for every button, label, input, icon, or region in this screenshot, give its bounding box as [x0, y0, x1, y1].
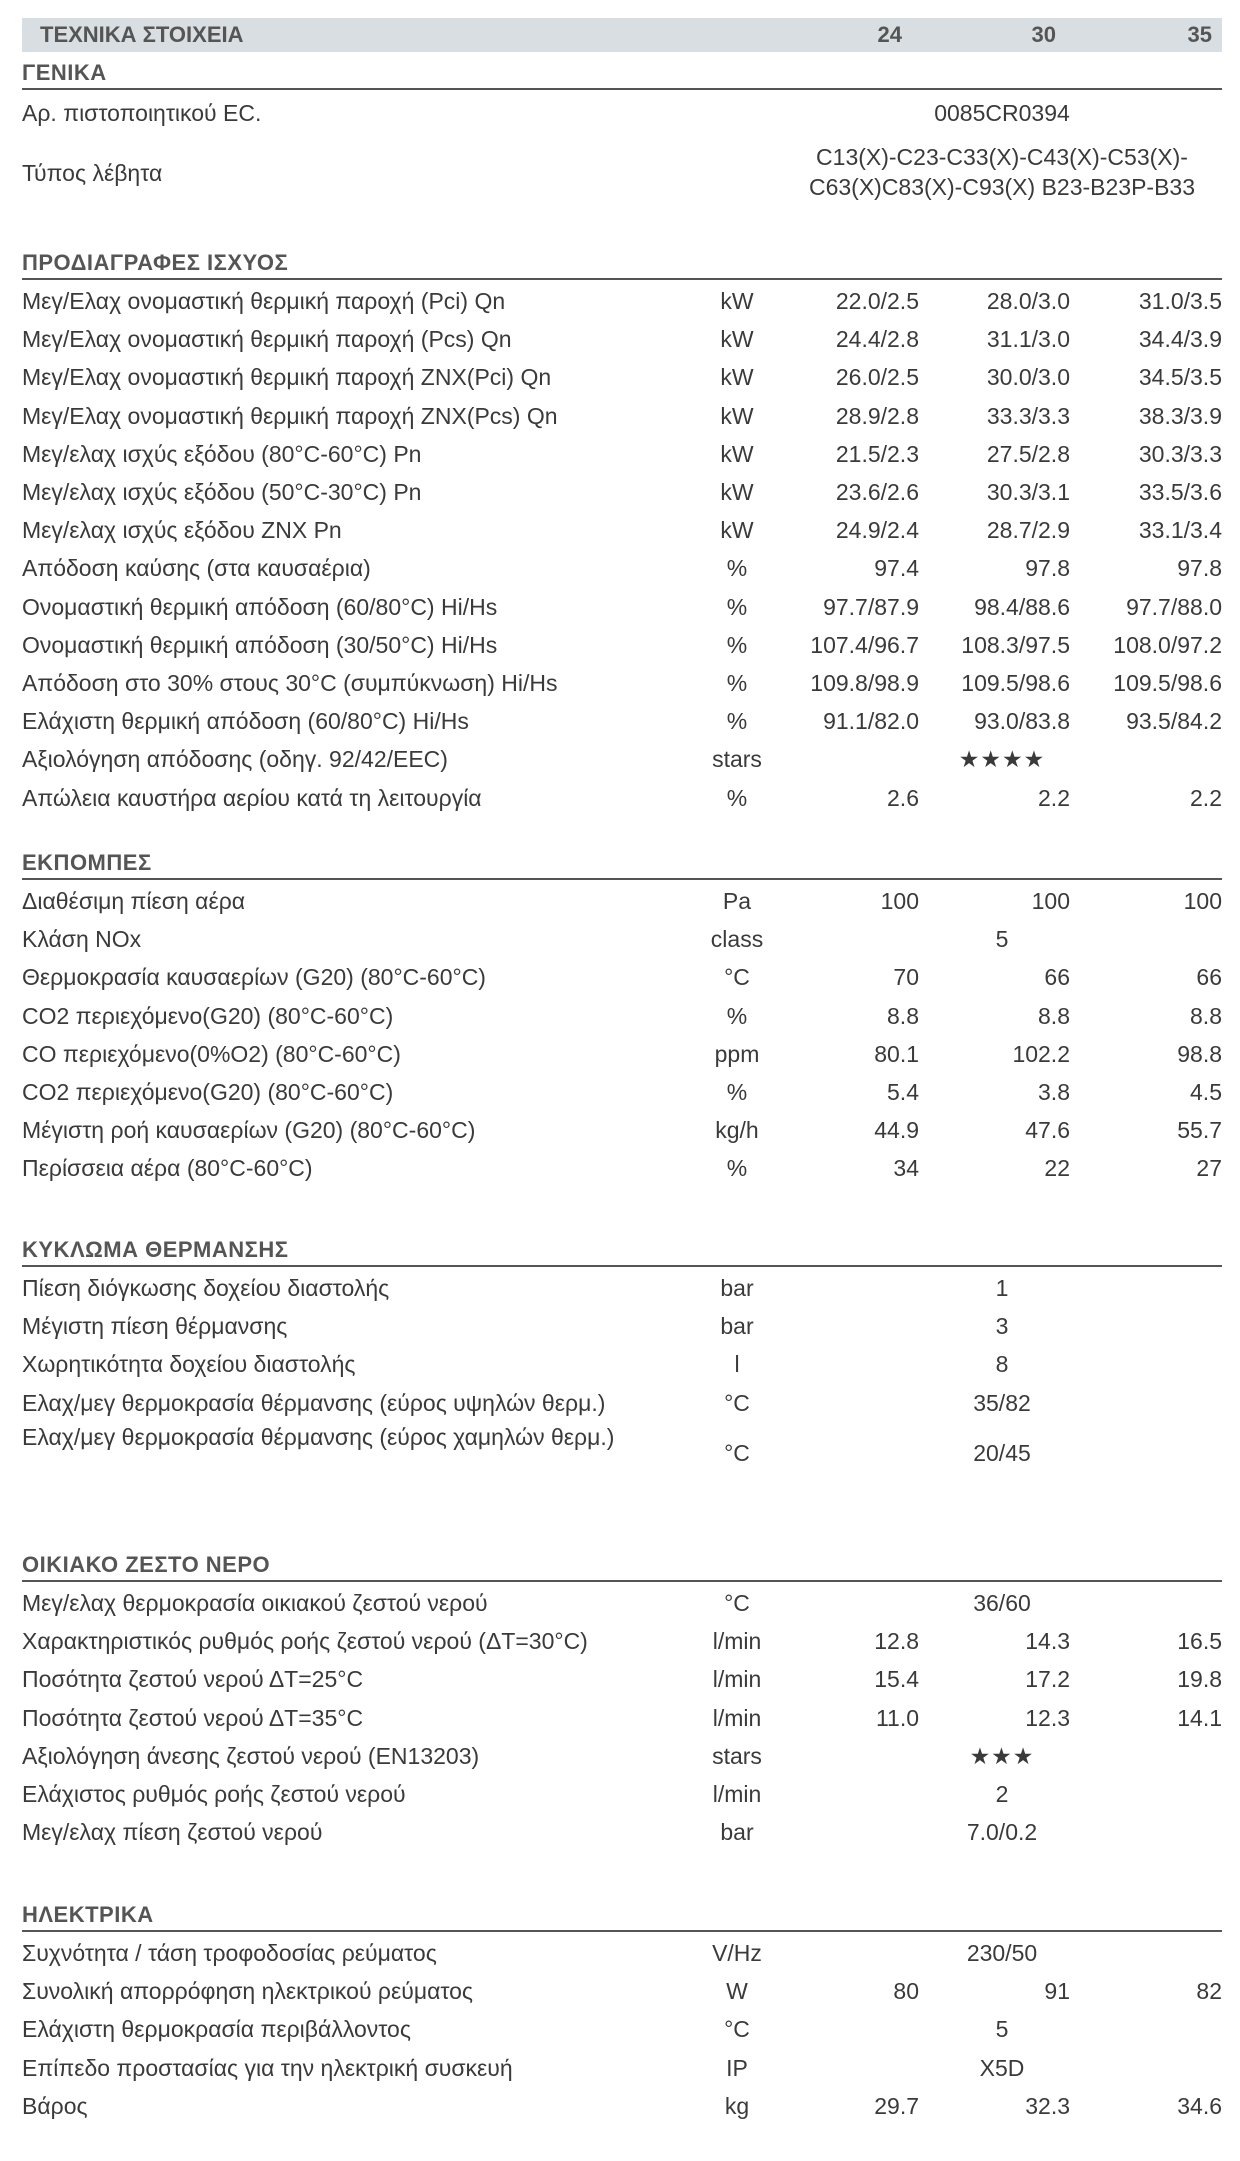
value-30: 22 [1044, 1155, 1070, 1182]
row-label: Μεγ/ελαχ πίεση ζεστού νερού [22, 1819, 323, 1846]
spec-row [22, 702, 1222, 740]
row-value: 230/50 [966, 1940, 1038, 1966]
value-24: 24.4/2.8 [835, 326, 919, 353]
row-label: Μεγ/Ελαχ ονομαστική θερμική παροχή ZNX(Pcs) Qn [22, 402, 558, 429]
row-unit: % [726, 784, 748, 811]
value-24: 8.8 [887, 1002, 919, 1029]
section-title: ΓΕΝΙΚΑ [22, 60, 107, 85]
value-24: 26.0/2.5 [835, 364, 919, 391]
value-35: 38.3/3.9 [1138, 402, 1222, 429]
row-label: Ονομαστική θερμική απόδοση (60/80°C) Hi/Hs [22, 593, 498, 620]
model-35-heading: 35 [1187, 22, 1212, 47]
value-30: 108.3/97.5 [961, 631, 1070, 658]
value-35: 33.1/3.4 [1138, 517, 1222, 544]
spec-row [22, 1660, 1222, 1698]
model-24-heading: 24 [877, 22, 902, 47]
row-label: CO2 περιεχόμενο(G20) (80°C-60°C) [22, 1002, 394, 1029]
row-value: 5 [995, 2016, 1009, 2043]
value-24: 24.9/2.4 [835, 517, 919, 544]
spec-row [22, 511, 1222, 549]
rating-stars: ★★★ [969, 1742, 1035, 1769]
value-35: 93.5/84.2 [1126, 708, 1222, 735]
row-unit: class [710, 926, 764, 953]
row-value: 35/82 [973, 1389, 1031, 1416]
row-unit: kW [720, 326, 754, 353]
value-24: 100 [880, 888, 919, 914]
value-35: 66 [1196, 964, 1222, 991]
spec-row [22, 138, 1222, 208]
row-label: Μεγ/ελαχ ισχύς εξόδου (80°C-60°C) Pn [22, 440, 422, 467]
spec-row [22, 1269, 1222, 1307]
value-30: 28.7/2.9 [986, 517, 1070, 544]
value-30: 30.0/3.0 [986, 364, 1070, 391]
value-30: 91 [1044, 1978, 1070, 2005]
value-24: 29.7 [874, 2092, 919, 2119]
value-35: 97.8 [1177, 555, 1222, 582]
row-unit: l/min [712, 1781, 762, 1807]
row-unit: °C [724, 1389, 750, 1416]
row-unit: bar [720, 1313, 754, 1340]
row-label: Χαρακτηριστικός ρυθμός ροής ζεστού νερού (ΔT=30°C) [22, 1628, 588, 1655]
row-unit: kW [720, 517, 754, 544]
spec-row [22, 282, 1222, 320]
spec-row [22, 549, 1222, 587]
value-24: 109.8/98.9 [810, 670, 919, 696]
spec-row [22, 1775, 1222, 1813]
section-general [22, 56, 1222, 90]
row-value: 3 [995, 1313, 1009, 1340]
section-emissions [22, 846, 1222, 880]
row-unit: W [726, 1978, 748, 2005]
row-label: Τύπος λέβητα [22, 160, 163, 186]
spec-row [22, 1813, 1222, 1851]
value-24: 97.7/87.9 [823, 593, 919, 620]
row-unit: bar [720, 1819, 754, 1846]
row-label: Μεγ/ελαχ θερμοκρασία οικιακού ζεστού νερού [22, 1590, 488, 1616]
spec-row [22, 997, 1222, 1035]
spec-row [22, 320, 1222, 358]
spec-row [22, 1307, 1222, 1345]
value-24: 21.5/2.3 [835, 440, 919, 467]
value-24: 34 [893, 1155, 919, 1182]
spec-row [22, 1345, 1222, 1383]
row-unit: l [734, 1351, 740, 1378]
spec-row [22, 2010, 1222, 2048]
spec-row [22, 473, 1222, 511]
row-unit: kW [720, 364, 754, 391]
section-heating [22, 1233, 1222, 1267]
row-value: 7.0/0.2 [966, 1819, 1038, 1846]
spec-row [22, 435, 1222, 473]
row-label: Ελάχιστη θερμική απόδοση (60/80°C) Hi/Hs [22, 708, 469, 735]
value-30: 93.0/83.8 [974, 708, 1070, 735]
row-unit: stars [712, 746, 762, 773]
value-30: 27.5/2.8 [986, 440, 1070, 467]
value-24: 91.1/82.0 [823, 708, 919, 735]
spec-row [22, 2049, 1222, 2087]
value-24: 70 [893, 964, 919, 991]
row-unit: °C [724, 2016, 750, 2043]
spec-row [22, 1934, 1222, 1972]
table-title: ΤΕΧΝΙΚΑ ΣΤΟΙΧΕΙΑ [40, 22, 244, 47]
value-35: 34.6 [1177, 2092, 1222, 2119]
value-35: 27 [1196, 1155, 1222, 1182]
spec-row [22, 920, 1222, 958]
row-unit: l/min [712, 1666, 762, 1693]
spec-row [22, 882, 1222, 920]
spec-row [22, 1622, 1222, 1660]
row-label: Μεγ/ελαχ ισχύς εξόδου (50°C-30°C) Pn [22, 479, 422, 505]
row-label: Απώλεια καυστήρα αερίου κατά τη λειτουργία [22, 784, 482, 811]
row-label: Μεγ/Ελαχ ονομαστική θερμική παροχή ZNX(Pci) Qn [22, 364, 552, 391]
row-unit: IP [726, 2054, 748, 2081]
spec-row [22, 664, 1222, 702]
spec-row [22, 740, 1222, 778]
value-30: 31.1/3.0 [986, 326, 1070, 353]
value-35: 2.2 [1190, 784, 1222, 811]
row-value: X5D [979, 2054, 1025, 2081]
row-label: Περίσσεια αέρα (80°C-60°C) [22, 1155, 313, 1182]
row-label: Μέγιστη ροή καυσαερίων (G20) (80°C-60°C) [22, 1117, 476, 1144]
row-unit: kW [720, 440, 754, 467]
row-label: Ελαχ/μεγ θερμοκρασία θέρμανσης (εύρος χαμηλών θερμ.) [22, 1423, 615, 1450]
rating-stars: ★★★★ [958, 746, 1046, 773]
row-label: Ονομαστική θερμική απόδοση (30/50°C) Hi/Hs [22, 631, 498, 658]
value-30: 98.4/88.6 [974, 593, 1070, 620]
spec-row [22, 588, 1222, 626]
row-unit: kg/h [715, 1117, 759, 1144]
row-value: 5 [995, 926, 1009, 953]
row-label: Ποσότητα ζεστού νερού ΔT=25°C [22, 1666, 364, 1693]
value-24: 44.9 [874, 1117, 919, 1144]
spec-row [22, 1972, 1222, 2010]
row-label: Απόδοση καύσης (στα καυσαέρια) [22, 555, 371, 582]
row-label: CO2 περιεχόμενο(G20) (80°C-60°C) [22, 1079, 394, 1105]
value-24: 11.0 [875, 1704, 919, 1731]
value-35: 34.5/3.5 [1138, 364, 1222, 391]
row-unit: °C [724, 1590, 750, 1616]
row-unit: kW [720, 479, 754, 505]
row-unit: % [726, 1002, 748, 1029]
value-35: 8.8 [1190, 1002, 1222, 1029]
row-label: Αξιολόγηση απόδοσης (οδηγ. 92/42/EEC) [22, 746, 448, 773]
spec-row [22, 1073, 1222, 1111]
spec-row [22, 1035, 1222, 1073]
spec-row [22, 358, 1222, 396]
value-35: 4.5 [1190, 1079, 1222, 1105]
row-label: Ελαχ/μεγ θερμοκρασία θέρμανσης (εύρος υψηλών θερμ.) [22, 1389, 606, 1416]
value-24: 12.8 [874, 1628, 919, 1655]
value-30: 109.5/98.6 [961, 670, 1070, 696]
spec-row [22, 2087, 1222, 2125]
value-24: 2.6 [887, 784, 919, 811]
value-35: 14.1 [1177, 1704, 1222, 1731]
value-30: 47.6 [1025, 1117, 1070, 1144]
row-unit: % [726, 708, 748, 735]
value-35: 16.5 [1177, 1628, 1222, 1655]
value-35: 55.7 [1177, 1117, 1222, 1144]
row-label: Μεγ/Ελαχ ονομαστική θερμική παροχή (Pci) Qn [22, 288, 506, 314]
row-label: Αρ. πιστοποιητικού EC. [22, 100, 262, 126]
row-value: 20/45 [973, 1439, 1031, 1466]
row-value [782, 142, 1222, 202]
value-30: 66 [1044, 964, 1070, 991]
value-24: 28.9/2.8 [835, 402, 919, 429]
value-30: 3.8 [1038, 1079, 1070, 1105]
row-unit: % [726, 631, 748, 658]
section-title: ΕΚΠΟΜΠΕΣ [22, 850, 152, 875]
model-30-heading: 30 [1031, 22, 1056, 47]
value-24: 5.4 [887, 1079, 919, 1105]
value-30: 17.2 [1025, 1666, 1070, 1693]
spec-row [22, 1737, 1222, 1775]
row-value: 1 [995, 1275, 1009, 1301]
spec-row [22, 397, 1222, 435]
value-30: 102.2 [1012, 1040, 1070, 1067]
value-35: 82 [1196, 1978, 1222, 2005]
row-label: Αξιολόγηση άνεσης ζεστού νερού (EN13203) [22, 1742, 480, 1769]
row-unit: bar [720, 1275, 754, 1301]
row-label: Μεγ/Ελαχ ονομαστική θερμική παροχή (Pcs) Qn [22, 326, 512, 353]
row-unit: stars [712, 1742, 762, 1769]
section-electrical [22, 1898, 1222, 1932]
value-35: 34.4/3.9 [1138, 326, 1222, 353]
section-title: ΚΥΚΛΩΜΑ ΘΕΡΜΑΝΣΗΣ [22, 1237, 289, 1262]
row-label: Βάρος [22, 2092, 88, 2119]
value-30: 12.3 [1025, 1704, 1070, 1731]
row-label: Μεγ/ελαχ ισχύς εξόδου ZNX Pn [22, 517, 342, 544]
spec-row [22, 1422, 1222, 1480]
row-label: Ποσότητα ζεστού νερού ΔT=35°C [22, 1704, 364, 1731]
row-unit: % [726, 1079, 748, 1105]
value-24: 80.1 [874, 1040, 919, 1067]
row-unit: l/min [712, 1704, 762, 1731]
row-label: Μέγιστη πίεση θέρμανσης [22, 1313, 288, 1340]
row-value: 0085CR0394 [934, 100, 1070, 126]
section-dhw [22, 1548, 1222, 1582]
value-30: 2.2 [1038, 784, 1070, 811]
row-label: Συνολική απορρόφηση ηλεκτρικού ρεύματος [22, 1978, 474, 2005]
value-30: 8.8 [1038, 1002, 1070, 1029]
row-value: 36/60 [973, 1590, 1031, 1616]
section-title: ΠΡΟΔΙΑΓΡΑΦΕΣ ΙΣΧΥΟΣ [22, 250, 289, 275]
value-30: 97.8 [1025, 555, 1070, 582]
row-value: 8 [995, 1351, 1009, 1378]
section-title: ΗΛΕΚΤΡΙΚΑ [22, 1902, 154, 1927]
row-label: CO περιεχόμενο(0%O2) (80°C-60°C) [22, 1040, 401, 1067]
value-30: 28.0/3.0 [986, 288, 1070, 314]
boiler-type-line-1: C13(X)-C23-C33(X)-C43(X)-C53(X)- [816, 144, 1188, 170]
row-label: Επίπεδο προστασίας για την ηλεκτρική συσκευή [22, 2054, 513, 2081]
spec-row [22, 1584, 1222, 1622]
value-35: 30.3/3.3 [1138, 440, 1222, 467]
row-unit: °C [724, 964, 750, 991]
boiler-type-line-2: C63(X)C83(X)-C93(X) B23-B23P-B33 [808, 174, 1196, 200]
row-unit: °C [724, 1439, 750, 1466]
value-24: 15.4 [874, 1666, 919, 1693]
value-24: 23.6/2.6 [835, 479, 919, 505]
row-label: Πίεση διόγκωσης δοχείου διαστολής [22, 1275, 390, 1301]
section-power [22, 246, 1222, 280]
row-value: 2 [995, 1781, 1009, 1807]
row-label: Συχνότητα / τάση τροφοδοσίας ρεύματος [22, 1940, 437, 1966]
spec-row [22, 1384, 1222, 1422]
value-35: 98.8 [1177, 1040, 1222, 1067]
spec-row [22, 626, 1222, 664]
row-unit: Pa [722, 888, 752, 914]
row-label: Απόδοση στο 30% στους 30°C (συμπύκνωση) Hi/Hs [22, 670, 558, 696]
row-unit: % [726, 555, 748, 582]
spec-row [22, 1149, 1222, 1187]
value-35: 19.8 [1177, 1666, 1222, 1693]
row-label: Ελάχιστη θερμοκρασία περιβάλλοντος [22, 2016, 411, 2043]
row-unit: kW [720, 288, 754, 314]
row-unit: % [726, 593, 748, 620]
row-unit: V/Hz [712, 1940, 762, 1966]
value-35: 109.5/98.6 [1113, 670, 1222, 696]
spec-row [22, 1699, 1222, 1737]
value-30: 14.3 [1025, 1628, 1070, 1655]
row-unit: % [726, 670, 748, 696]
spec-row [22, 958, 1222, 996]
spec-row [22, 94, 1222, 132]
value-35: 108.0/97.2 [1113, 631, 1222, 658]
value-30: 33.3/3.3 [986, 402, 1070, 429]
value-24: 80 [893, 1978, 919, 2005]
row-label: Ελάχιστος ρυθμός ροής ζεστού νερού [22, 1781, 406, 1807]
section-title: ΟΙΚΙΑΚΟ ΖΕΣΤΟ ΝΕΡΟ [22, 1552, 271, 1577]
value-35: 31.0/3.5 [1138, 288, 1222, 314]
row-label: Κλάση NOx [22, 926, 142, 953]
value-30: 30.3/3.1 [986, 479, 1070, 505]
spec-row [22, 1111, 1222, 1149]
row-label: Θερμοκρασία καυσαερίων (G20) (80°C-60°C) [22, 964, 486, 991]
table-header [22, 18, 1222, 52]
value-30: 100 [1031, 888, 1070, 914]
row-label: Χωρητικότητα δοχείου διαστολής [22, 1351, 356, 1378]
value-35: 33.5/3.6 [1138, 479, 1222, 505]
value-24: 107.4/96.7 [810, 631, 919, 658]
row-unit: l/min [712, 1628, 762, 1655]
value-24: 97.4 [874, 555, 919, 582]
row-label: Διαθέσιμη πίεση αέρα [22, 888, 246, 914]
value-24: 22.0/2.5 [835, 288, 919, 314]
row-unit: kW [720, 402, 754, 429]
row-unit: % [726, 1155, 748, 1182]
row-unit: ppm [714, 1040, 760, 1067]
value-35: 100 [1183, 888, 1222, 914]
value-35: 97.7/88.0 [1126, 593, 1222, 620]
value-30: 32.3 [1025, 2092, 1070, 2119]
row-unit: kg [724, 2092, 750, 2119]
spec-row [22, 779, 1222, 817]
